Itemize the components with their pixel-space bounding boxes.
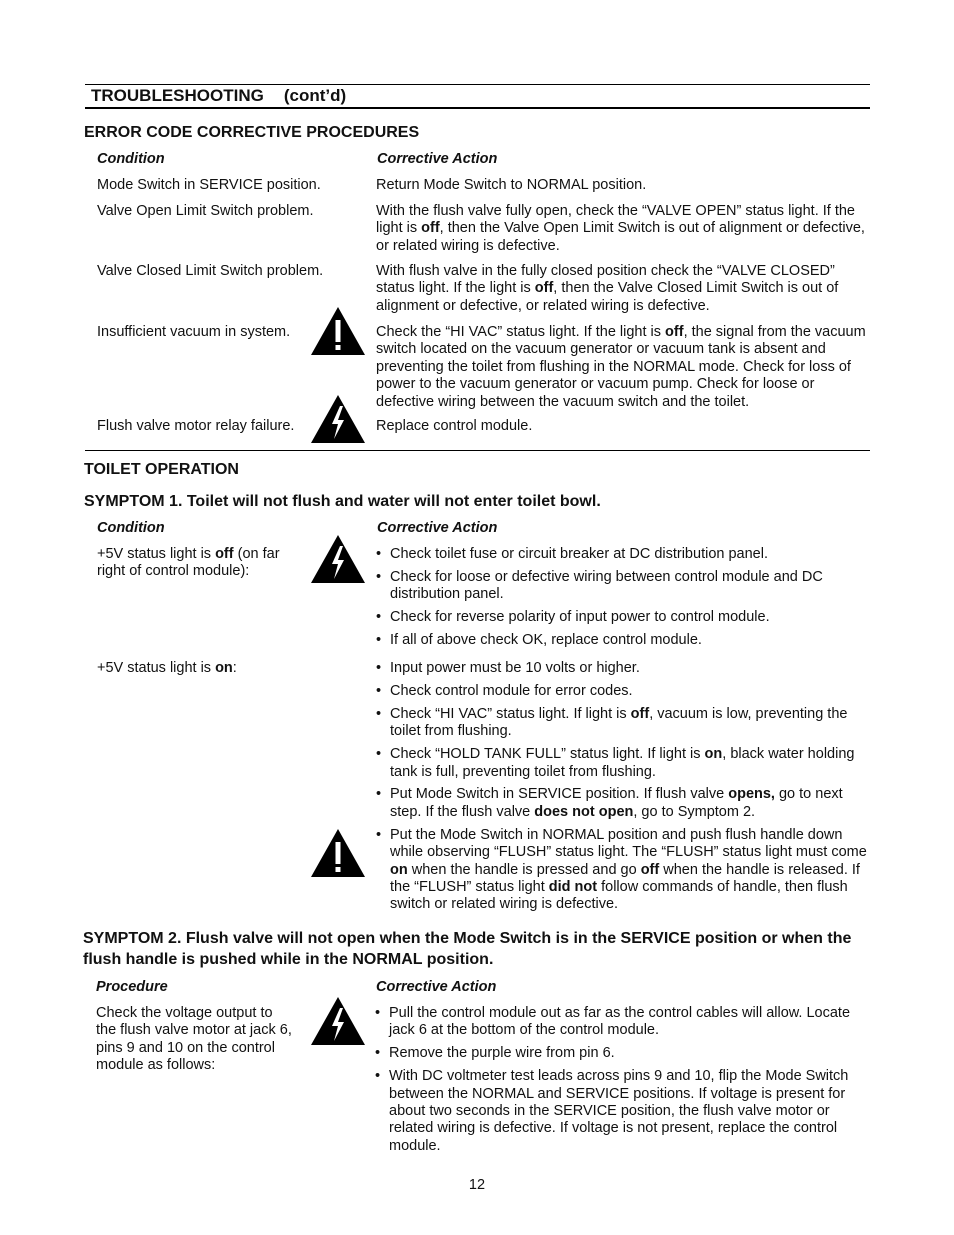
column-header-condition: Condition	[97, 151, 165, 167]
header-rule-bottom	[85, 107, 870, 109]
column-header-corrective-action: Corrective Action	[376, 979, 497, 995]
list-item: • Check for loose or defective wiring between control module and DC distribution panel.	[376, 569, 871, 604]
bullet-list	[376, 546, 871, 650]
bullet-list	[375, 1005, 855, 1155]
condition-text: +5V status light is off (on far right of control module):	[97, 546, 280, 580]
condition-text: Mode Switch in SERVICE position.	[97, 177, 321, 193]
list-item: • Put Mode Switch in SERVICE position. If flush valve opens, go to next step. If the flush valve does not open, go to Symptom 2.	[376, 786, 871, 821]
list-item: • With DC voltmeter test leads across pins 9 and 10, flip the Mode Switch between the NORMAL and SERVICE positions. If voltage is present for about two seconds in the SERVICE position, the flush valve motor or related wiring is defective. If voltage is not present, replace the control module.	[375, 1068, 855, 1155]
column-header-corrective-action: Corrective Action	[377, 520, 498, 536]
section-heading-toilet-operation: TOILET OPERATION	[84, 461, 239, 478]
section-divider	[85, 450, 870, 451]
condition-text: Flush valve motor relay failure.	[97, 418, 295, 434]
electrical-hazard-icon	[310, 996, 366, 1046]
action-text: Check the “HI VAC” status light. If the light is off, the signal from the vacuum switch located on the vacuum generator or vacuum tank is absent and preventing the toilet from flushing in the NORMAL mode. Check for loss of power to the vacuum generator or vacuum pump. Check for loose or defective wiring between the vacuum switch and the toilet.	[376, 324, 866, 410]
list-item: • Pull the control module out as far as the control cables will allow. Locate jack 6 at the bottom of the control module.	[375, 1005, 855, 1040]
condition-text: +5V status light is on:	[97, 660, 237, 676]
action-text: With the flush valve fully open, check the “VALVE OPEN” status light. If the light is off, then the Valve Open Limit Switch is out of alignment or defective, or related wiring is defective.	[376, 203, 865, 254]
bullet-list	[376, 660, 871, 914]
list-item: • Check “HOLD TANK FULL” status light. If light is on, black water holding tank is full, preventing toilet from flushing.	[376, 746, 871, 781]
page-title: TROUBLESHOOTING (cont’d)	[91, 86, 347, 105]
electrical-hazard-icon	[310, 394, 366, 444]
column-header-condition: Condition	[97, 520, 165, 536]
condition-text: Valve Open Limit Switch problem.	[97, 203, 314, 219]
header-rule-top	[85, 84, 870, 85]
action-text: Return Mode Switch to NORMAL position.	[376, 177, 647, 193]
action-text: With flush valve in the fully closed position check the “VALVE CLOSED” status light. If the light is off, then the Valve Closed Limit Switch is out of alignment or defective, or related wiring is defective.	[376, 263, 839, 314]
column-header-corrective-action: Corrective Action	[377, 151, 498, 167]
condition-text: Insufficient vacuum in system.	[97, 324, 291, 340]
list-item: • Input power must be 10 volts or higher.	[376, 660, 871, 677]
condition-text: Valve Closed Limit Switch problem.	[97, 263, 324, 279]
symptom-1-title: SYMPTOM 1. Toilet will not flush and water will not enter toilet bowl.	[84, 493, 601, 510]
section-heading-error-codes: ERROR CODE CORRECTIVE PROCEDURES	[84, 124, 420, 141]
list-item: • Put the Mode Switch in NORMAL position and push flush handle down while observing “FLUSH” status light. The “FLUSH” status light must come on when the handle is pressed and go off when the handle is released. If the “FLUSH” status light did not follow commands of handle, then flush switch or related wiring is defective.	[376, 827, 871, 914]
list-item: • Check for reverse polarity of input power to control module.	[376, 609, 871, 626]
warning-exclamation-icon	[310, 306, 366, 356]
electrical-hazard-icon	[310, 534, 366, 584]
procedure-text: Check the voltage output to the flush valve motor at jack 6, pins 9 and 10 on the control module as follows:	[96, 1005, 292, 1074]
symptom-2-title: SYMPTOM 2. Flush valve will not open when the Mode Switch is in the SERVICE position or when the flush handle is pushed while in the NORMAL position.	[83, 930, 852, 968]
column-header-procedure: Procedure	[96, 979, 168, 995]
list-item: • If all of above check OK, replace control module.	[376, 632, 871, 649]
list-item: • Check control module for error codes.	[376, 683, 871, 700]
list-item: • Check toilet fuse or circuit breaker at DC distribution panel.	[376, 546, 871, 563]
list-item: • Check “HI VAC” status light. If light is off, vacuum is low, preventing the toilet from flushing.	[376, 706, 871, 741]
warning-exclamation-icon	[310, 828, 366, 878]
list-item: • Remove the purple wire from pin 6.	[375, 1045, 855, 1062]
page-number: 12	[468, 1177, 486, 1193]
action-text: Replace control module.	[376, 418, 533, 434]
